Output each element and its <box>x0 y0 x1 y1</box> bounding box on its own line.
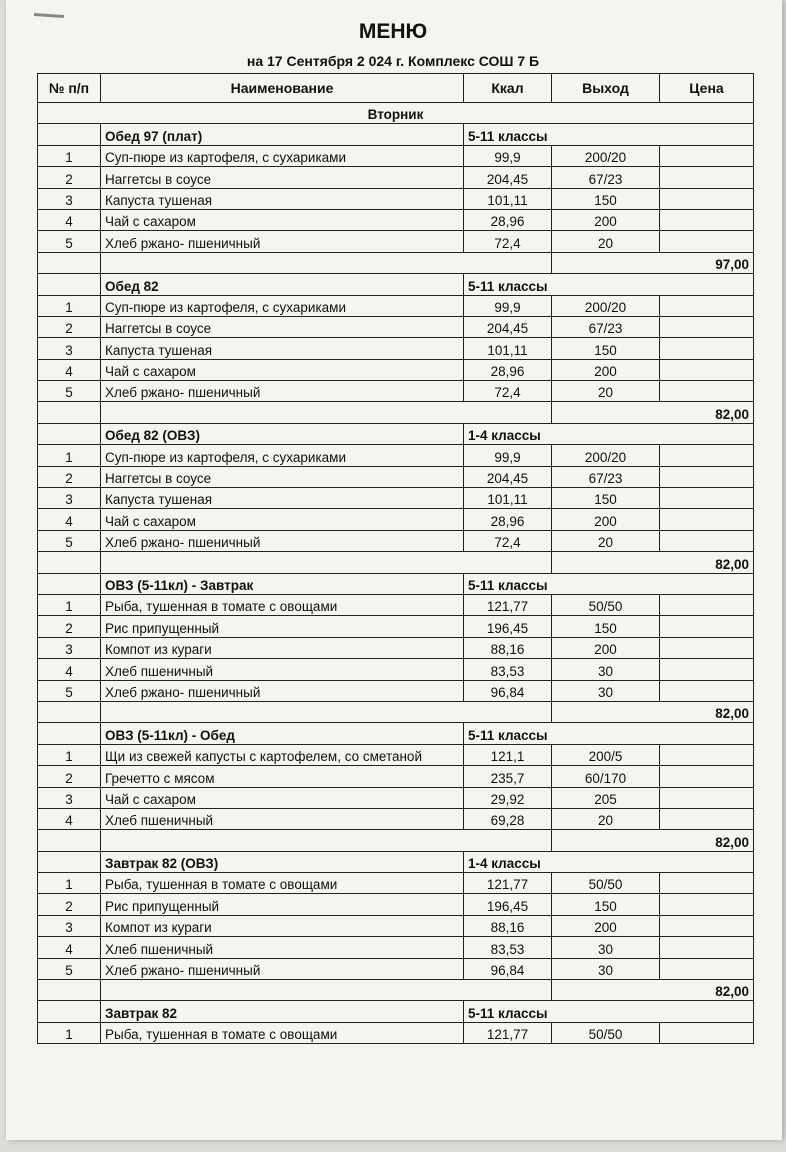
section-header-row <box>38 274 754 295</box>
item-num: 4 <box>38 937 101 958</box>
item-output: 30 <box>552 680 660 701</box>
item-num: 5 <box>38 231 101 252</box>
item-price <box>660 338 754 359</box>
item-num: 4 <box>38 509 101 530</box>
total-blank-name <box>101 830 552 851</box>
total-blank-num <box>38 980 101 1001</box>
item-output: 200 <box>552 915 660 936</box>
item-kcal: 235,7 <box>464 766 552 787</box>
table-row <box>38 616 754 637</box>
table-row <box>38 316 754 337</box>
section-classes: 5-11 классы <box>464 1001 754 1022</box>
item-num: 1 <box>38 445 101 466</box>
item-output: 200/20 <box>552 445 660 466</box>
item-kcal: 83,53 <box>464 937 552 958</box>
item-num: 1 <box>38 145 101 166</box>
item-output: 150 <box>552 338 660 359</box>
item-num: 2 <box>38 766 101 787</box>
section-title: Завтрак 82 (ОВЗ) <box>101 851 464 872</box>
item-output: 50/50 <box>552 1022 660 1043</box>
item-price <box>660 530 754 551</box>
item-output: 150 <box>552 488 660 509</box>
item-name: Наггетсы в соусе <box>101 167 464 188</box>
item-name: Чай с сахаром <box>101 209 464 230</box>
item-kcal: 88,16 <box>464 637 552 658</box>
table-row <box>38 445 754 466</box>
item-kcal: 69,28 <box>464 808 552 829</box>
section-num-cell <box>38 573 101 594</box>
item-price <box>660 873 754 894</box>
item-output: 200/20 <box>552 145 660 166</box>
item-name: Компот из кураги <box>101 637 464 658</box>
item-kcal: 196,45 <box>464 894 552 915</box>
item-price <box>660 488 754 509</box>
item-num: 3 <box>38 787 101 808</box>
section-classes: 5-11 классы <box>464 274 754 295</box>
item-output: 200 <box>552 209 660 230</box>
item-price <box>660 744 754 765</box>
item-price <box>660 509 754 530</box>
item-price <box>660 808 754 829</box>
item-name: Хлеб пшеничный <box>101 808 464 829</box>
table-row <box>38 594 754 615</box>
item-kcal: 28,96 <box>464 509 552 530</box>
item-num: 2 <box>38 167 101 188</box>
section-total-row <box>38 402 754 423</box>
section-total-row <box>38 252 754 273</box>
section-total-row <box>38 701 754 722</box>
item-price <box>660 167 754 188</box>
item-num: 3 <box>38 488 101 509</box>
item-num: 1 <box>38 744 101 765</box>
item-name: Хлеб ржано- пшеничный <box>101 231 464 252</box>
item-output: 20 <box>552 381 660 402</box>
section-title: ОВЗ (5-11кл) - Обед <box>101 723 464 744</box>
section-header-row <box>38 1001 754 1022</box>
item-output: 200 <box>552 359 660 380</box>
day-row <box>38 103 754 124</box>
item-num: 2 <box>38 894 101 915</box>
item-price <box>660 915 754 936</box>
table-row <box>38 659 754 680</box>
table-row <box>38 680 754 701</box>
item-num: 1 <box>38 594 101 615</box>
table-row <box>38 530 754 551</box>
item-name: Чай с сахаром <box>101 359 464 380</box>
item-name: Чай с сахаром <box>101 509 464 530</box>
item-output: 30 <box>552 958 660 979</box>
total-blank-name <box>101 552 552 573</box>
item-num: 5 <box>38 530 101 551</box>
section-title: Завтрак 82 <box>101 1001 464 1022</box>
section-header-row <box>38 851 754 872</box>
item-name: Рыба, тушенная в томате с овощами <box>101 873 464 894</box>
total-blank-num <box>38 701 101 722</box>
item-num: 3 <box>38 915 101 936</box>
item-num: 4 <box>38 359 101 380</box>
table-row <box>38 167 754 188</box>
item-output: 200/20 <box>552 295 660 316</box>
item-output: 20 <box>552 231 660 252</box>
item-name: Чай с сахаром <box>101 787 464 808</box>
item-name: Хлеб ржано- пшеничный <box>101 530 464 551</box>
section-total-price: 82,00 <box>552 830 754 851</box>
total-blank-num <box>38 402 101 423</box>
header-output: Выход <box>552 74 660 103</box>
item-num: 4 <box>38 209 101 230</box>
item-output: 60/170 <box>552 766 660 787</box>
item-num: 3 <box>38 188 101 209</box>
item-name: Хлеб пшеничный <box>101 937 464 958</box>
item-kcal: 101,11 <box>464 188 552 209</box>
item-output: 67/23 <box>552 167 660 188</box>
total-blank-num <box>38 252 101 273</box>
table-row <box>38 937 754 958</box>
section-total-price: 82,00 <box>552 402 754 423</box>
table-row <box>38 894 754 915</box>
item-num: 3 <box>38 338 101 359</box>
item-price <box>660 209 754 230</box>
item-price <box>660 381 754 402</box>
item-kcal: 196,45 <box>464 616 552 637</box>
section-classes: 1-4 классы <box>464 423 754 444</box>
section-total-row <box>38 980 754 1001</box>
section-title: Обед 82 (ОВЗ) <box>101 423 464 444</box>
menu-body <box>38 103 754 1044</box>
item-output: 150 <box>552 616 660 637</box>
item-num: 4 <box>38 808 101 829</box>
section-num-cell <box>38 124 101 145</box>
item-output: 150 <box>552 894 660 915</box>
table-row <box>38 808 754 829</box>
item-output: 200 <box>552 509 660 530</box>
section-header-row <box>38 124 754 145</box>
item-name: Хлеб ржано- пшеничный <box>101 680 464 701</box>
item-kcal: 101,11 <box>464 488 552 509</box>
item-name: Наггетсы в соусе <box>101 466 464 487</box>
item-kcal: 101,11 <box>464 338 552 359</box>
item-name: Рыба, тушенная в томате с овощами <box>101 1022 464 1043</box>
item-kcal: 121,77 <box>464 594 552 615</box>
section-header-row <box>38 573 754 594</box>
item-kcal: 83,53 <box>464 659 552 680</box>
menu-table <box>37 73 754 1044</box>
table-row <box>38 744 754 765</box>
item-price <box>660 659 754 680</box>
section-num-cell <box>38 423 101 444</box>
item-name: Суп-пюре из картофеля, с сухариками <box>101 145 464 166</box>
item-kcal: 96,84 <box>464 958 552 979</box>
table-row <box>38 188 754 209</box>
total-blank-num <box>38 830 101 851</box>
item-num: 5 <box>38 958 101 979</box>
item-output: 30 <box>552 659 660 680</box>
item-price <box>660 637 754 658</box>
item-name: Хлеб ржано- пшеничный <box>101 958 464 979</box>
item-kcal: 28,96 <box>464 359 552 380</box>
section-total-row <box>38 552 754 573</box>
section-total-price: 97,00 <box>552 252 754 273</box>
section-header-row <box>38 423 754 444</box>
header-name: Наименование <box>101 74 464 103</box>
item-price <box>660 295 754 316</box>
item-name: Наггетсы в соусе <box>101 316 464 337</box>
section-total-price: 82,00 <box>552 701 754 722</box>
item-price <box>660 616 754 637</box>
item-num: 1 <box>38 295 101 316</box>
item-name: Гречетто с мясом <box>101 766 464 787</box>
section-title: Обед 97 (плат) <box>101 124 464 145</box>
item-name: Капуста тушеная <box>101 338 464 359</box>
item-price <box>660 766 754 787</box>
table-row <box>38 338 754 359</box>
item-kcal: 121,77 <box>464 873 552 894</box>
page-subtitle: на 17 Сентября 2 024 г. Комплекс СОШ 7 Б <box>246 53 540 69</box>
item-output: 50/50 <box>552 594 660 615</box>
table-row <box>38 145 754 166</box>
item-output: 200/5 <box>552 744 660 765</box>
total-blank-name <box>101 980 552 1001</box>
total-blank-name <box>101 701 552 722</box>
item-output: 30 <box>552 937 660 958</box>
item-num: 5 <box>38 680 101 701</box>
item-num: 1 <box>38 1022 101 1043</box>
item-price <box>660 231 754 252</box>
section-num-cell <box>38 274 101 295</box>
item-num: 2 <box>38 316 101 337</box>
item-price <box>660 359 754 380</box>
item-name: Капуста тушеная <box>101 188 464 209</box>
section-classes: 1-4 классы <box>464 851 754 872</box>
item-num: 4 <box>38 659 101 680</box>
item-price <box>660 188 754 209</box>
item-name: Капуста тушеная <box>101 488 464 509</box>
table-row <box>38 509 754 530</box>
total-blank-num <box>38 552 101 573</box>
section-total-row <box>38 830 754 851</box>
item-price <box>660 894 754 915</box>
item-kcal: 204,45 <box>464 466 552 487</box>
item-price <box>660 680 754 701</box>
item-name: Хлеб ржано- пшеничный <box>101 381 464 402</box>
item-kcal: 72,4 <box>464 381 552 402</box>
table-row <box>38 873 754 894</box>
item-kcal: 28,96 <box>464 209 552 230</box>
item-price <box>660 145 754 166</box>
item-output: 150 <box>552 188 660 209</box>
section-classes: 5-11 классы <box>464 723 754 744</box>
item-kcal: 88,16 <box>464 915 552 936</box>
table-row <box>38 958 754 979</box>
item-output: 67/23 <box>552 316 660 337</box>
section-total-price: 82,00 <box>552 980 754 1001</box>
table-row <box>38 209 754 230</box>
item-price <box>660 594 754 615</box>
item-kcal: 99,9 <box>464 295 552 316</box>
header-num: № п/п <box>38 74 101 103</box>
section-num-cell <box>38 723 101 744</box>
section-header-row <box>38 723 754 744</box>
item-output: 20 <box>552 530 660 551</box>
table-row <box>38 915 754 936</box>
item-num: 1 <box>38 873 101 894</box>
item-kcal: 29,92 <box>464 787 552 808</box>
item-name: Щи из свежей капусты с картофелем, со сметаной <box>101 744 464 765</box>
item-name: Суп-пюре из картофеля, с сухариками <box>101 295 464 316</box>
item-name: Суп-пюре из картофеля, с сухариками <box>101 445 464 466</box>
item-price <box>660 937 754 958</box>
header-kcal: Ккал <box>464 74 552 103</box>
table-row <box>38 766 754 787</box>
section-num-cell <box>38 851 101 872</box>
item-num: 2 <box>38 466 101 487</box>
item-price <box>660 787 754 808</box>
section-title: ОВЗ (5-11кл) - Завтрак <box>101 573 464 594</box>
item-name: Хлеб пшеничный <box>101 659 464 680</box>
table-row <box>38 787 754 808</box>
item-num: 3 <box>38 637 101 658</box>
item-output: 20 <box>552 808 660 829</box>
item-name: Рис припущенный <box>101 894 464 915</box>
page-title: МЕНЮ <box>358 20 428 43</box>
item-output: 67/23 <box>552 466 660 487</box>
item-kcal: 72,4 <box>464 231 552 252</box>
item-kcal: 204,45 <box>464 316 552 337</box>
table-row <box>38 466 754 487</box>
item-kcal: 99,9 <box>464 145 552 166</box>
table-row <box>38 231 754 252</box>
item-kcal: 96,84 <box>464 680 552 701</box>
total-blank-name <box>101 402 552 423</box>
item-kcal: 121,77 <box>464 1022 552 1043</box>
table-row <box>38 295 754 316</box>
item-output: 50/50 <box>552 873 660 894</box>
table-row <box>38 488 754 509</box>
item-output: 205 <box>552 787 660 808</box>
table-row <box>38 1022 754 1043</box>
item-price <box>660 958 754 979</box>
item-kcal: 99,9 <box>464 445 552 466</box>
item-output: 200 <box>552 637 660 658</box>
item-kcal: 204,45 <box>464 167 552 188</box>
table-row <box>38 637 754 658</box>
section-total-price: 82,00 <box>552 552 754 573</box>
item-price <box>660 1022 754 1043</box>
section-classes: 5-11 классы <box>464 124 754 145</box>
table-header-row <box>38 74 754 103</box>
section-title: Обед 82 <box>101 274 464 295</box>
item-name: Рис припущенный <box>101 616 464 637</box>
table-row <box>38 359 754 380</box>
item-price <box>660 316 754 337</box>
item-price <box>660 445 754 466</box>
table-row <box>38 381 754 402</box>
item-price <box>660 466 754 487</box>
section-classes: 5-11 классы <box>464 573 754 594</box>
total-blank-name <box>101 252 552 273</box>
item-name: Рыба, тушенная в томате с овощами <box>101 594 464 615</box>
header-price: Цена <box>660 74 754 103</box>
pen-mark <box>34 13 64 18</box>
day-label: Вторник <box>38 103 754 124</box>
item-num: 2 <box>38 616 101 637</box>
item-kcal: 72,4 <box>464 530 552 551</box>
item-kcal: 121,1 <box>464 744 552 765</box>
item-name: Компот из кураги <box>101 915 464 936</box>
item-num: 5 <box>38 381 101 402</box>
section-num-cell <box>38 1001 101 1022</box>
